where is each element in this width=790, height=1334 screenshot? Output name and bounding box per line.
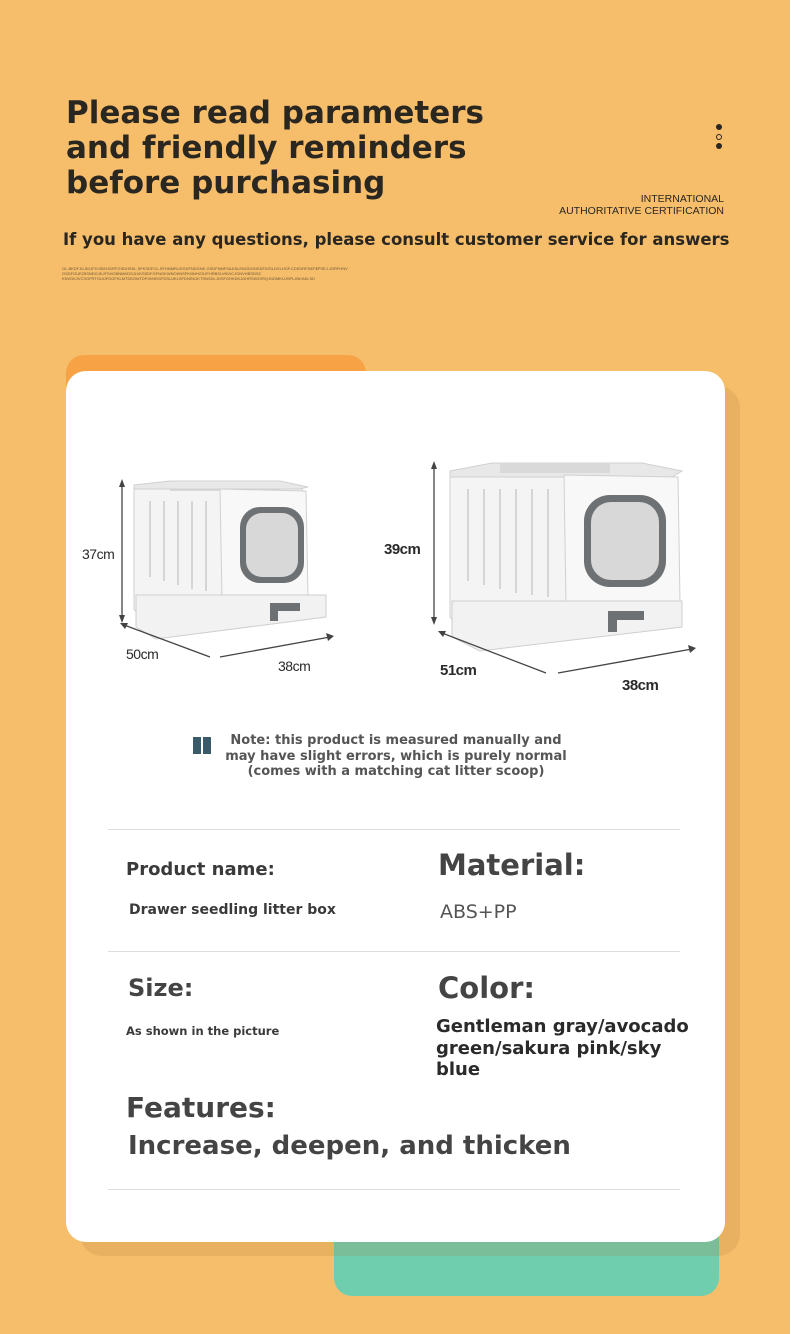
vertical-dots-icon (716, 124, 726, 153)
product-name-value: Drawer seedling litter box (129, 902, 336, 918)
note-line: may have slight errors, which is purely normal (225, 748, 567, 764)
material-label: Material: (438, 848, 586, 882)
features-label: Features: (126, 1091, 276, 1124)
title-line: Please read parameters (66, 95, 485, 131)
note-line: Note: this product is measured manually and (230, 733, 562, 748)
fine-print-line: OL.BKDF.KLSDJFHJSIEHGRFGSDHSKL.SFKSDFOL.SFHNMRUGSDFNDGNK.GSDFNMFSADSLENGDGNSDFIOSLDSLHGF.CDEDRFDEF$PSEJ.JGRFHNV (62, 266, 348, 271)
title-line: and friendly reminders (66, 130, 467, 166)
large-width-label: 38cm (622, 677, 659, 694)
small-length-label: 50cm (126, 646, 159, 662)
subtitle: If you have any questions, please consult customer service for answers (63, 230, 730, 249)
small-width-label: 38cm (278, 658, 311, 674)
product-image-large (382, 453, 702, 693)
measurement-note (216, 733, 576, 780)
spec-card (66, 371, 725, 1242)
certification-line: AUTHORITATIVE CERTIFICATION (559, 205, 724, 217)
note-line: (comes with a matching cat litter scoop) (247, 764, 545, 779)
note-marker-icon (193, 737, 211, 754)
small-height-label: 37cm (82, 546, 115, 562)
certification-label (559, 193, 724, 217)
product-image-small (80, 467, 350, 687)
color-label: Color: (438, 971, 535, 1005)
page-title (66, 96, 506, 201)
fine-print-line: GSDFGUE25SNDGJKJFSHGBNMKDSJLVKSSDFGFNOKWNOKNSFKNNHGSJFHRBSLVNVICJGNVHBSDSZ (62, 271, 261, 276)
fine-print (62, 266, 382, 281)
large-height-label: 39cm (384, 541, 421, 558)
divider (108, 951, 680, 952)
product-name-label: Product name: (126, 859, 275, 880)
material-value: ABS+PP (440, 901, 517, 923)
certification-line: INTERNATIONAL (640, 193, 724, 205)
divider (108, 1189, 680, 1190)
color-value: Gentleman gray/avocado green/sakura pink/sky blue (436, 1016, 689, 1080)
title-line: before purchasing (66, 165, 386, 201)
size-value: As shown in the picture (126, 1024, 280, 1038)
features-value: Increase, deepen, and thicken (128, 1131, 571, 1161)
large-length-label: 51cm (440, 662, 477, 679)
divider (108, 829, 680, 830)
fine-print-line: KNVDKJVCSGFRTGUIJFDGFKLMTDEGMTDPJKNRGFDSUJKLSFDNRKJKTSNSDLJGSFGHKDKJGHRSKDSRQJNGMKUJSPLJNKAKLSD (62, 276, 316, 281)
size-label: Size: (128, 974, 194, 1002)
